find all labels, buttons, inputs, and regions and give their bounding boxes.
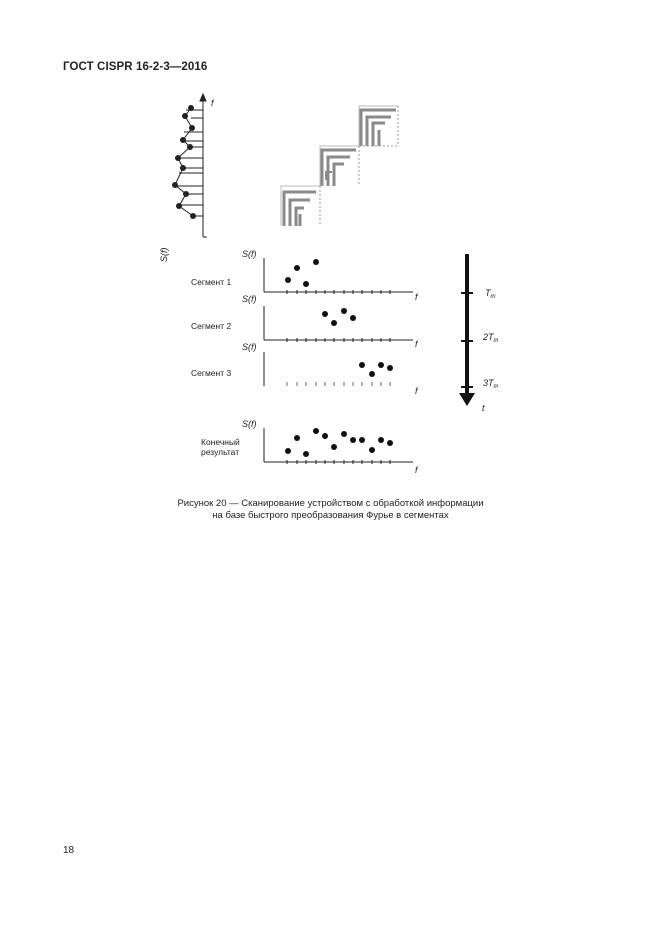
- figure-caption-line1: Рисунок 20 — Сканирование устройством с обработкой информации: [177, 498, 484, 509]
- segment-3-plot: [264, 352, 393, 386]
- segment-2-label: Сегмент 2: [191, 321, 232, 331]
- filter-blocks: [281, 106, 398, 226]
- segment-1-label: Сегмент 1: [191, 277, 232, 287]
- segment-2-x-label: f: [415, 339, 418, 349]
- segment-1-y-label: S(f): [242, 249, 257, 259]
- time-tick-2: $2T_m$: [483, 332, 499, 344]
- result-label-line2: результат: [201, 447, 240, 457]
- result-x-label: f: [415, 465, 418, 475]
- segment-2-y-label: S(f): [242, 294, 257, 304]
- segment-1-x-label: f: [415, 292, 418, 302]
- segment-2-plot: [264, 306, 413, 342]
- figure-caption-line2: на базе быстрого преобразования Фурье в сегментах: [212, 510, 449, 521]
- segment-3-label: Сегмент 3: [191, 368, 232, 378]
- segment-3-x-label: f: [415, 386, 418, 396]
- top-y-label: S(f): [159, 247, 169, 262]
- time-tick-1: $T_m$: [485, 288, 496, 300]
- time-arrow: [459, 254, 475, 406]
- result-y-label: S(f): [242, 419, 257, 429]
- segment-3-y-label: S(f): [242, 342, 257, 352]
- page-number: 18: [63, 845, 75, 856]
- top-axis-label-f: f: [211, 98, 214, 108]
- time-axis-end-label: t: [482, 403, 485, 413]
- result-plot: [264, 428, 413, 464]
- segment-1-plot: [264, 258, 413, 294]
- spectrum-sketch: [172, 94, 207, 237]
- result-label-line1: Конечный: [201, 437, 240, 447]
- time-tick-3: $3T_m$: [483, 378, 499, 390]
- document-header: ГОСТ CISPR 16-2-3—2016: [63, 61, 208, 73]
